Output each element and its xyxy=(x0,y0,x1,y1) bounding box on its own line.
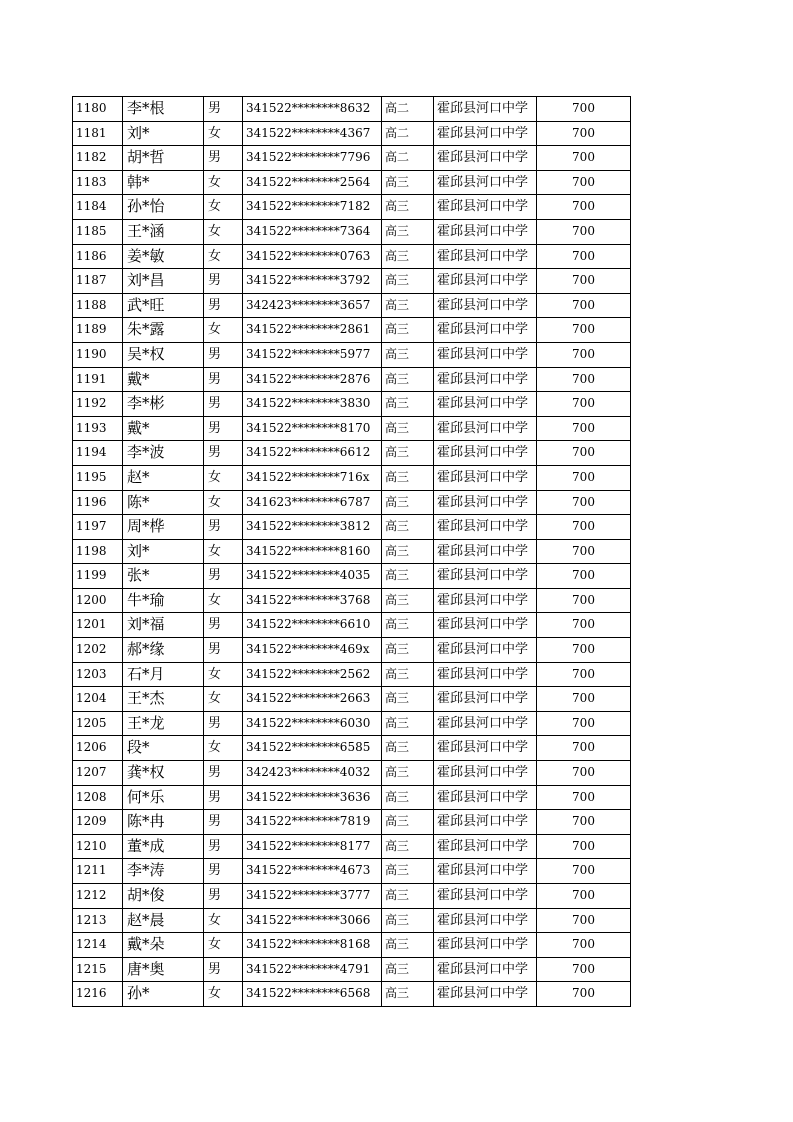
amount-cell: 700 xyxy=(537,662,631,687)
gender-cell: 男 xyxy=(204,97,243,122)
table-row xyxy=(73,121,631,146)
id-number-cell: 341522********3812 xyxy=(243,515,382,540)
amount-cell: 700 xyxy=(537,761,631,786)
grade-cell: 高三 xyxy=(382,293,434,318)
grade-cell: 高三 xyxy=(382,810,434,835)
grade-cell: 高三 xyxy=(382,564,434,589)
gender-cell: 男 xyxy=(204,293,243,318)
gender-cell: 男 xyxy=(204,884,243,909)
table-row xyxy=(73,785,631,810)
gender-cell: 男 xyxy=(204,564,243,589)
table-row xyxy=(73,269,631,294)
school-cell: 霍邱县河口中学 xyxy=(434,342,537,367)
row-number-cell: 1190 xyxy=(73,342,123,367)
gender-cell: 男 xyxy=(204,146,243,171)
row-number-cell: 1211 xyxy=(73,859,123,884)
amount-cell: 700 xyxy=(537,244,631,269)
school-cell: 霍邱县河口中学 xyxy=(434,392,537,417)
student-name-cell: 唐*奥 xyxy=(123,957,204,982)
student-name-cell: 戴* xyxy=(123,367,204,392)
id-number-cell: 341522********4791 xyxy=(243,957,382,982)
id-number-cell: 341522********7796 xyxy=(243,146,382,171)
student-name-cell: 刘*昌 xyxy=(123,269,204,294)
id-number-cell: 341522********6610 xyxy=(243,613,382,638)
school-cell: 霍邱县河口中学 xyxy=(434,736,537,761)
id-number-cell: 341522********7364 xyxy=(243,219,382,244)
id-number-cell: 341522********6585 xyxy=(243,736,382,761)
row-number-cell: 1195 xyxy=(73,465,123,490)
student-name-cell: 陈* xyxy=(123,490,204,515)
id-number-cell: 341522********2562 xyxy=(243,662,382,687)
grade-cell: 高三 xyxy=(382,957,434,982)
school-cell: 霍邱县河口中学 xyxy=(434,564,537,589)
student-name-cell: 戴*朵 xyxy=(123,933,204,958)
student-name-cell: 刘* xyxy=(123,539,204,564)
student-name-cell: 李*彬 xyxy=(123,392,204,417)
row-number-cell: 1196 xyxy=(73,490,123,515)
gender-cell: 女 xyxy=(204,121,243,146)
table-row xyxy=(73,834,631,859)
student-name-cell: 李*根 xyxy=(123,97,204,122)
student-name-cell: 陈*冉 xyxy=(123,810,204,835)
gender-cell: 男 xyxy=(204,515,243,540)
student-name-cell: 王*涵 xyxy=(123,219,204,244)
row-number-cell: 1214 xyxy=(73,933,123,958)
school-cell: 霍邱县河口中学 xyxy=(434,933,537,958)
grade-cell: 高三 xyxy=(382,392,434,417)
table-row xyxy=(73,392,631,417)
row-number-cell: 1182 xyxy=(73,146,123,171)
grade-cell: 高三 xyxy=(382,638,434,663)
table-row xyxy=(73,219,631,244)
amount-cell: 700 xyxy=(537,588,631,613)
row-number-cell: 1193 xyxy=(73,416,123,441)
table-row xyxy=(73,97,631,122)
grade-cell: 高二 xyxy=(382,121,434,146)
table-row xyxy=(73,982,631,1007)
gender-cell: 女 xyxy=(204,170,243,195)
gender-cell: 男 xyxy=(204,342,243,367)
school-cell: 霍邱县河口中学 xyxy=(434,367,537,392)
grade-cell: 高三 xyxy=(382,687,434,712)
school-cell: 霍邱县河口中学 xyxy=(434,539,537,564)
school-cell: 霍邱县河口中学 xyxy=(434,244,537,269)
grade-cell: 高三 xyxy=(382,982,434,1007)
grade-cell: 高三 xyxy=(382,933,434,958)
gender-cell: 女 xyxy=(204,736,243,761)
school-cell: 霍邱县河口中学 xyxy=(434,465,537,490)
school-cell: 霍邱县河口中学 xyxy=(434,588,537,613)
student-name-cell: 周*桦 xyxy=(123,515,204,540)
school-cell: 霍邱县河口中学 xyxy=(434,146,537,171)
id-number-cell: 341522********7819 xyxy=(243,810,382,835)
id-number-cell: 341522********2564 xyxy=(243,170,382,195)
row-number-cell: 1184 xyxy=(73,195,123,220)
table-row xyxy=(73,170,631,195)
row-number-cell: 1181 xyxy=(73,121,123,146)
school-cell: 霍邱县河口中学 xyxy=(434,711,537,736)
school-cell: 霍邱县河口中学 xyxy=(434,687,537,712)
student-name-cell: 刘* xyxy=(123,121,204,146)
grade-cell: 高三 xyxy=(382,490,434,515)
student-name-cell: 刘*福 xyxy=(123,613,204,638)
student-name-cell: 段* xyxy=(123,736,204,761)
gender-cell: 女 xyxy=(204,687,243,712)
gender-cell: 男 xyxy=(204,367,243,392)
school-cell: 霍邱县河口中学 xyxy=(434,416,537,441)
table-row xyxy=(73,244,631,269)
gender-cell: 女 xyxy=(204,539,243,564)
amount-cell: 700 xyxy=(537,97,631,122)
grade-cell: 高三 xyxy=(382,318,434,343)
amount-cell: 700 xyxy=(537,219,631,244)
row-number-cell: 1206 xyxy=(73,736,123,761)
table-row xyxy=(73,662,631,687)
grade-cell: 高三 xyxy=(382,219,434,244)
row-number-cell: 1189 xyxy=(73,318,123,343)
gender-cell: 女 xyxy=(204,490,243,515)
school-cell: 霍邱县河口中学 xyxy=(434,761,537,786)
id-number-cell: 341522********2663 xyxy=(243,687,382,712)
table-row xyxy=(73,957,631,982)
school-cell: 霍邱县河口中学 xyxy=(434,269,537,294)
amount-cell: 700 xyxy=(537,195,631,220)
id-number-cell: 341522********3777 xyxy=(243,884,382,909)
grade-cell: 高三 xyxy=(382,195,434,220)
row-number-cell: 1209 xyxy=(73,810,123,835)
row-number-cell: 1199 xyxy=(73,564,123,589)
gender-cell: 男 xyxy=(204,810,243,835)
grade-cell: 高三 xyxy=(382,539,434,564)
school-cell: 霍邱县河口中学 xyxy=(434,97,537,122)
gender-cell: 女 xyxy=(204,982,243,1007)
gender-cell: 女 xyxy=(204,195,243,220)
gender-cell: 女 xyxy=(204,244,243,269)
table-row xyxy=(73,588,631,613)
school-cell: 霍邱县河口中学 xyxy=(434,859,537,884)
student-name-cell: 赵* xyxy=(123,465,204,490)
row-number-cell: 1186 xyxy=(73,244,123,269)
gender-cell: 女 xyxy=(204,908,243,933)
amount-cell: 700 xyxy=(537,146,631,171)
school-cell: 霍邱县河口中学 xyxy=(434,318,537,343)
gender-cell: 男 xyxy=(204,761,243,786)
gender-cell: 女 xyxy=(204,219,243,244)
amount-cell: 700 xyxy=(537,170,631,195)
student-name-cell: 石*月 xyxy=(123,662,204,687)
grade-cell: 高三 xyxy=(382,588,434,613)
amount-cell: 700 xyxy=(537,367,631,392)
gender-cell: 女 xyxy=(204,588,243,613)
amount-cell: 700 xyxy=(537,342,631,367)
grade-cell: 高三 xyxy=(382,662,434,687)
amount-cell: 700 xyxy=(537,785,631,810)
row-number-cell: 1187 xyxy=(73,269,123,294)
id-number-cell: 341522********8632 xyxy=(243,97,382,122)
id-number-cell: 341522********4367 xyxy=(243,121,382,146)
row-number-cell: 1213 xyxy=(73,908,123,933)
student-name-cell: 吴*权 xyxy=(123,342,204,367)
grade-cell: 高三 xyxy=(382,884,434,909)
student-name-cell: 郝*缘 xyxy=(123,638,204,663)
grade-cell: 高二 xyxy=(382,146,434,171)
table-row xyxy=(73,490,631,515)
table-row xyxy=(73,638,631,663)
amount-cell: 700 xyxy=(537,859,631,884)
gender-cell: 男 xyxy=(204,834,243,859)
amount-cell: 700 xyxy=(537,269,631,294)
row-number-cell: 1183 xyxy=(73,170,123,195)
row-number-cell: 1203 xyxy=(73,662,123,687)
row-number-cell: 1201 xyxy=(73,613,123,638)
gender-cell: 男 xyxy=(204,957,243,982)
id-number-cell: 341522********6568 xyxy=(243,982,382,1007)
grade-cell: 高三 xyxy=(382,736,434,761)
table-row xyxy=(73,342,631,367)
student-name-cell: 董*成 xyxy=(123,834,204,859)
amount-cell: 700 xyxy=(537,416,631,441)
student-name-cell: 孙*怡 xyxy=(123,195,204,220)
id-number-cell: 341522********6030 xyxy=(243,711,382,736)
row-number-cell: 1188 xyxy=(73,293,123,318)
id-number-cell: 341522********4673 xyxy=(243,859,382,884)
id-number-cell: 341522********469x xyxy=(243,638,382,663)
table-row xyxy=(73,884,631,909)
id-number-cell: 341522********4035 xyxy=(243,564,382,589)
gender-cell: 男 xyxy=(204,785,243,810)
grade-cell: 高二 xyxy=(382,97,434,122)
amount-cell: 700 xyxy=(537,564,631,589)
id-number-cell: 341522********5977 xyxy=(243,342,382,367)
id-number-cell: 341522********3792 xyxy=(243,269,382,294)
table-body xyxy=(73,97,631,1007)
row-number-cell: 1197 xyxy=(73,515,123,540)
row-number-cell: 1185 xyxy=(73,219,123,244)
id-number-cell: 341522********6612 xyxy=(243,441,382,466)
school-cell: 霍邱县河口中学 xyxy=(434,638,537,663)
id-number-cell: 341623********6787 xyxy=(243,490,382,515)
table-row xyxy=(73,908,631,933)
school-cell: 霍邱县河口中学 xyxy=(434,121,537,146)
amount-cell: 700 xyxy=(537,490,631,515)
student-name-cell: 张* xyxy=(123,564,204,589)
grade-cell: 高三 xyxy=(382,441,434,466)
grade-cell: 高三 xyxy=(382,416,434,441)
id-number-cell: 342423********4032 xyxy=(243,761,382,786)
student-name-cell: 戴* xyxy=(123,416,204,441)
student-name-cell: 朱*露 xyxy=(123,318,204,343)
gender-cell: 男 xyxy=(204,416,243,441)
amount-cell: 700 xyxy=(537,957,631,982)
table-row xyxy=(73,515,631,540)
amount-cell: 700 xyxy=(537,293,631,318)
id-number-cell: 342423********3657 xyxy=(243,293,382,318)
row-number-cell: 1191 xyxy=(73,367,123,392)
school-cell: 霍邱县河口中学 xyxy=(434,884,537,909)
table-row xyxy=(73,933,631,958)
table-row xyxy=(73,859,631,884)
amount-cell: 700 xyxy=(537,392,631,417)
student-name-cell: 龚*权 xyxy=(123,761,204,786)
table-row xyxy=(73,146,631,171)
grade-cell: 高三 xyxy=(382,244,434,269)
amount-cell: 700 xyxy=(537,810,631,835)
row-number-cell: 1204 xyxy=(73,687,123,712)
school-cell: 霍邱县河口中学 xyxy=(434,195,537,220)
student-name-cell: 王*龙 xyxy=(123,711,204,736)
gender-cell: 男 xyxy=(204,613,243,638)
grade-cell: 高三 xyxy=(382,342,434,367)
grade-cell: 高三 xyxy=(382,465,434,490)
id-number-cell: 341522********8168 xyxy=(243,933,382,958)
gender-cell: 男 xyxy=(204,392,243,417)
grade-cell: 高三 xyxy=(382,908,434,933)
id-number-cell: 341522********3768 xyxy=(243,588,382,613)
id-number-cell: 341522********7182 xyxy=(243,195,382,220)
gender-cell: 男 xyxy=(204,441,243,466)
row-number-cell: 1198 xyxy=(73,539,123,564)
id-number-cell: 341522********3066 xyxy=(243,908,382,933)
table-row xyxy=(73,441,631,466)
grade-cell: 高三 xyxy=(382,834,434,859)
grade-cell: 高三 xyxy=(382,711,434,736)
row-number-cell: 1216 xyxy=(73,982,123,1007)
row-number-cell: 1208 xyxy=(73,785,123,810)
amount-cell: 700 xyxy=(537,465,631,490)
student-name-cell: 姜*敏 xyxy=(123,244,204,269)
grade-cell: 高三 xyxy=(382,515,434,540)
grade-cell: 高三 xyxy=(382,613,434,638)
amount-cell: 700 xyxy=(537,884,631,909)
school-cell: 霍邱县河口中学 xyxy=(434,957,537,982)
gender-cell: 男 xyxy=(204,638,243,663)
school-cell: 霍邱县河口中学 xyxy=(434,785,537,810)
table-row xyxy=(73,465,631,490)
amount-cell: 700 xyxy=(537,613,631,638)
table-row xyxy=(73,367,631,392)
amount-cell: 700 xyxy=(537,515,631,540)
amount-cell: 700 xyxy=(537,834,631,859)
grade-cell: 高三 xyxy=(382,859,434,884)
id-number-cell: 341522********2861 xyxy=(243,318,382,343)
school-cell: 霍邱县河口中学 xyxy=(434,810,537,835)
id-number-cell: 341522********8160 xyxy=(243,539,382,564)
amount-cell: 700 xyxy=(537,121,631,146)
gender-cell: 男 xyxy=(204,711,243,736)
student-name-cell: 李*波 xyxy=(123,441,204,466)
school-cell: 霍邱县河口中学 xyxy=(434,441,537,466)
row-number-cell: 1210 xyxy=(73,834,123,859)
amount-cell: 700 xyxy=(537,441,631,466)
table-row xyxy=(73,539,631,564)
table-row xyxy=(73,416,631,441)
school-cell: 霍邱县河口中学 xyxy=(434,219,537,244)
student-name-cell: 赵*晨 xyxy=(123,908,204,933)
table-row xyxy=(73,711,631,736)
student-subsidy-table xyxy=(72,96,631,1007)
school-cell: 霍邱县河口中学 xyxy=(434,908,537,933)
student-name-cell: 韩* xyxy=(123,170,204,195)
school-cell: 霍邱县河口中学 xyxy=(434,662,537,687)
student-name-cell: 胡*哲 xyxy=(123,146,204,171)
id-number-cell: 341522********8170 xyxy=(243,416,382,441)
amount-cell: 700 xyxy=(537,711,631,736)
student-name-cell: 牛*瑜 xyxy=(123,588,204,613)
gender-cell: 女 xyxy=(204,465,243,490)
amount-cell: 700 xyxy=(537,908,631,933)
id-number-cell: 341522********716x xyxy=(243,465,382,490)
student-name-cell: 王*杰 xyxy=(123,687,204,712)
amount-cell: 700 xyxy=(537,933,631,958)
amount-cell: 700 xyxy=(537,638,631,663)
table-row xyxy=(73,293,631,318)
id-number-cell: 341522********8177 xyxy=(243,834,382,859)
student-name-cell: 孙* xyxy=(123,982,204,1007)
row-number-cell: 1192 xyxy=(73,392,123,417)
row-number-cell: 1194 xyxy=(73,441,123,466)
amount-cell: 700 xyxy=(537,687,631,712)
gender-cell: 女 xyxy=(204,662,243,687)
school-cell: 霍邱县河口中学 xyxy=(434,515,537,540)
school-cell: 霍邱县河口中学 xyxy=(434,170,537,195)
amount-cell: 700 xyxy=(537,736,631,761)
table-row xyxy=(73,613,631,638)
table-row xyxy=(73,736,631,761)
gender-cell: 女 xyxy=(204,318,243,343)
row-number-cell: 1200 xyxy=(73,588,123,613)
table-row xyxy=(73,761,631,786)
grade-cell: 高三 xyxy=(382,785,434,810)
school-cell: 霍邱县河口中学 xyxy=(434,490,537,515)
gender-cell: 男 xyxy=(204,859,243,884)
row-number-cell: 1215 xyxy=(73,957,123,982)
id-number-cell: 341522********0763 xyxy=(243,244,382,269)
grade-cell: 高三 xyxy=(382,170,434,195)
grade-cell: 高三 xyxy=(382,367,434,392)
school-cell: 霍邱县河口中学 xyxy=(434,834,537,859)
row-number-cell: 1205 xyxy=(73,711,123,736)
amount-cell: 700 xyxy=(537,539,631,564)
row-number-cell: 1202 xyxy=(73,638,123,663)
grade-cell: 高三 xyxy=(382,761,434,786)
amount-cell: 700 xyxy=(537,982,631,1007)
id-number-cell: 341522********2876 xyxy=(243,367,382,392)
table-row xyxy=(73,810,631,835)
grade-cell: 高三 xyxy=(382,269,434,294)
student-name-cell: 何*乐 xyxy=(123,785,204,810)
student-name-cell: 武*旺 xyxy=(123,293,204,318)
school-cell: 霍邱县河口中学 xyxy=(434,982,537,1007)
student-name-cell: 胡*俊 xyxy=(123,884,204,909)
id-number-cell: 341522********3636 xyxy=(243,785,382,810)
row-number-cell: 1212 xyxy=(73,884,123,909)
amount-cell: 700 xyxy=(537,318,631,343)
id-number-cell: 341522********3830 xyxy=(243,392,382,417)
table-row xyxy=(73,564,631,589)
gender-cell: 女 xyxy=(204,933,243,958)
table-row xyxy=(73,195,631,220)
student-name-cell: 李*涛 xyxy=(123,859,204,884)
row-number-cell: 1207 xyxy=(73,761,123,786)
table-row xyxy=(73,318,631,343)
school-cell: 霍邱县河口中学 xyxy=(434,613,537,638)
table-row xyxy=(73,687,631,712)
row-number-cell: 1180 xyxy=(73,97,123,122)
gender-cell: 男 xyxy=(204,269,243,294)
school-cell: 霍邱县河口中学 xyxy=(434,293,537,318)
